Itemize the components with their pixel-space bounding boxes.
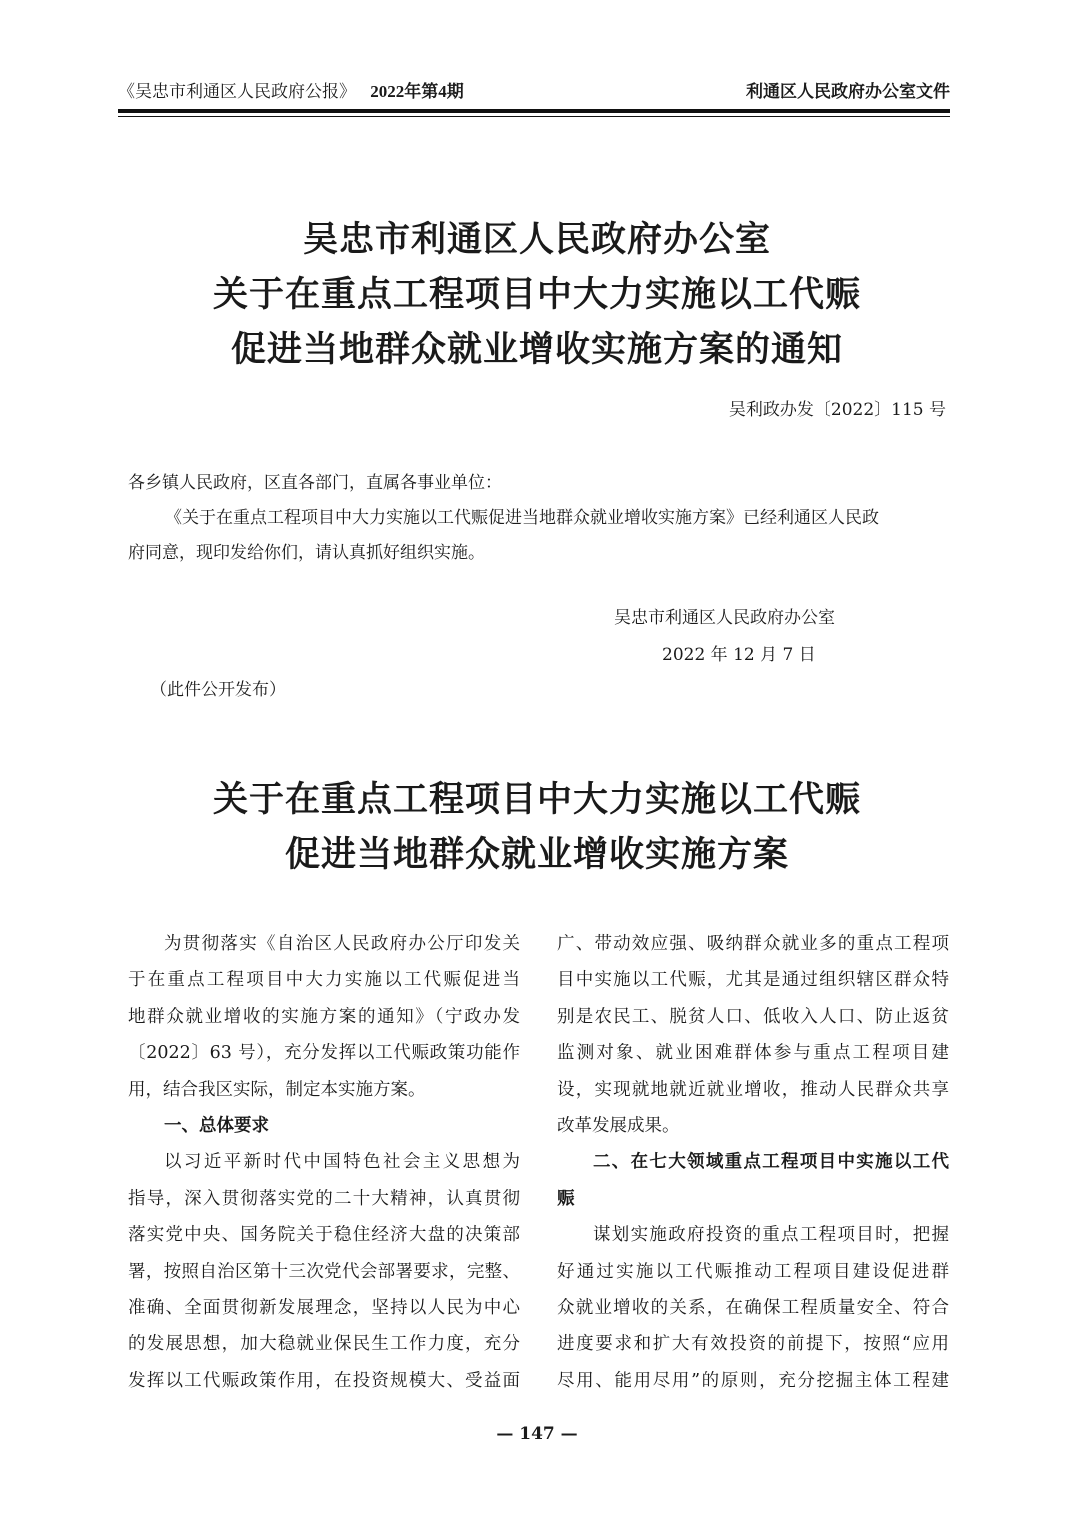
- notice-body-line-2: 府同意，现印发给你们，请认真抓好组织实施。: [128, 543, 485, 563]
- doc-number: 吴利政办发〔2022〕115 号: [728, 400, 946, 420]
- notice-title-line-3: 促进当地群众就业增收实施方案的通知: [230, 329, 843, 370]
- body-text-line: 署，按照自治区第十三次党代会部署要求，完整、: [128, 1261, 520, 1282]
- body-text-line: 别是农民工、脱贫人口、低收入人口、防止返贫: [557, 1006, 949, 1027]
- body-text-line: 改革发展成果。: [557, 1115, 680, 1136]
- notice-body-line-1: 《关于在重点工程项目中大力实施以工代赈促进当地群众就业增收实施方案》已经利通区人民政: [165, 508, 879, 528]
- issuer: 吴忠市利通区人民政府办公室: [614, 608, 835, 628]
- journal-issue: 2022年第4期: [370, 82, 464, 101]
- body-text-line: 设，实现就地就近就业增收，推动人民群众共享: [557, 1079, 949, 1100]
- page-number: — 147 —: [496, 1424, 578, 1444]
- body-text-line: 〔2022〕63 号），充分发挥以工代赈政策功能作: [128, 1043, 520, 1064]
- body-text-line: 广、带动效应强、吸纳群众就业多的重点工程项: [557, 934, 949, 954]
- body-text-line: 的发展思想，加大稳就业保民生工作力度，充分: [128, 1334, 520, 1355]
- header-journal: [118, 80, 464, 104]
- plan-title-line-1: 关于在重点工程项目中大力实施以工代赈: [212, 779, 861, 820]
- salutation: 各乡镇人民政府，区直各部门，直属各事业单位：: [128, 473, 502, 493]
- body-text-line: 众就业增收的关系，在确保工程质量安全、符合: [557, 1297, 949, 1318]
- header-category: 利通区人民政府办公室文件: [746, 82, 950, 101]
- body-text-line: 尽用、能用尽用”的原则，充分挖掘主体工程建: [557, 1370, 949, 1391]
- issue-date: 2022 年 12 月 7 日: [662, 645, 816, 665]
- body-text-line: 谋划实施政府投资的重点工程项目时，把握: [593, 1225, 949, 1246]
- body-text-line: 地群众就业增收的实施方案的通知》（宁政办发: [128, 1006, 520, 1027]
- body-text-line: 以习近平新时代中国特色社会主义思想为: [164, 1152, 520, 1173]
- body-text-line: 监测对象、就业困难群体参与重点工程项目建: [557, 1043, 949, 1064]
- body-text-line: 准确、全面贯彻新发展理念，坚持以人民为中心: [128, 1297, 520, 1318]
- notice-title-line-2: 关于在重点工程项目中大力实施以工代赈: [212, 274, 861, 315]
- body-text-line: 指导，深入贯彻落实党的二十大精神，认真贯彻: [128, 1188, 520, 1209]
- disclosure-note: （此件公开发布）: [150, 680, 286, 700]
- section-heading-line: 二、在七大领域重点工程项目中实施以工代: [593, 1152, 949, 1173]
- body-text-line: 目中实施以工代赈，尤其是通过组织辖区群众特: [557, 970, 949, 991]
- body-text-line: 为贯彻落实《自治区人民政府办公厅印发关: [164, 934, 520, 954]
- journal-name: 《吴忠市利通区人民政府公报》: [118, 82, 356, 101]
- header-rule-thick: [118, 109, 950, 113]
- section-heading-line: 赈: [557, 1188, 575, 1209]
- notice-title-line-1: 吴忠市利通区人民政府办公室: [302, 219, 771, 260]
- section-heading-line: 一、总体要求: [164, 1115, 269, 1136]
- body-text-line: 进度要求和扩大有效投资的前提下，按照“应用: [557, 1334, 949, 1355]
- body-text-line: 用，结合我区实际，制定本实施方案。: [128, 1079, 426, 1100]
- body-text-line: 于在重点工程项目中大力实施以工代赈促进当: [128, 970, 520, 991]
- plan-title-line-2: 促进当地群众就业增收实施方案: [284, 834, 789, 875]
- body-column-left: [128, 926, 520, 1399]
- body-column-right: [557, 926, 949, 1399]
- body-text-line: 落实党中央、国务院关于稳住经济大盘的决策部: [128, 1225, 520, 1246]
- header-rule-thin: [118, 116, 950, 117]
- body-text-line: 好通过实施以工代赈推动工程项目建设促进群: [557, 1261, 949, 1282]
- body-text-line: 发挥以工代赈政策作用，在投资规模大、受益面: [128, 1370, 520, 1391]
